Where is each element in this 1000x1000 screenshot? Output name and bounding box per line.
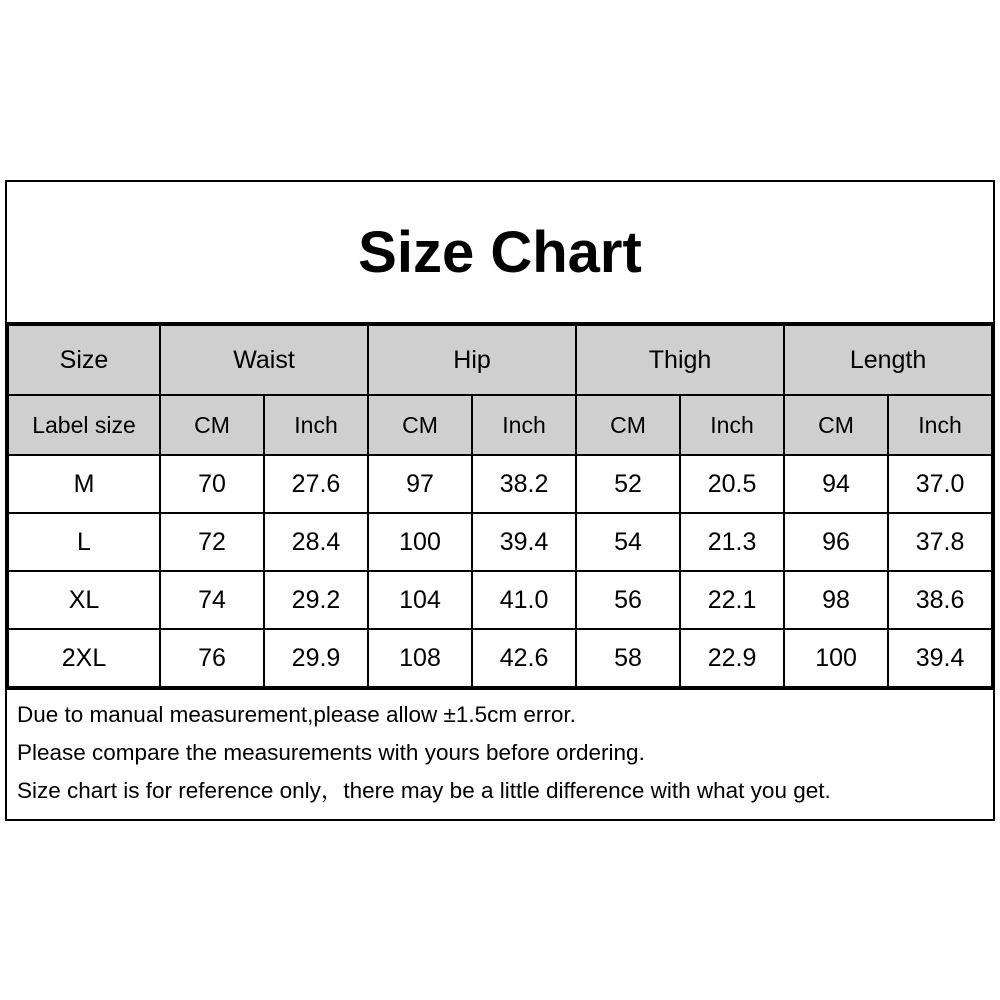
title-band bbox=[7, 182, 993, 324]
cell-waist-cm: 74 bbox=[160, 571, 264, 629]
cell-hip-cm: 104 bbox=[368, 571, 472, 629]
cell-thigh-cm: 54 bbox=[576, 513, 680, 571]
unit-header-thigh-cm: CM bbox=[576, 395, 680, 455]
unit-header-hip-cm: CM bbox=[368, 395, 472, 455]
cell-length-cm: 94 bbox=[784, 455, 888, 513]
cell-thigh-inch: 21.3 bbox=[680, 513, 784, 571]
unit-header-waist-inch: Inch bbox=[264, 395, 368, 455]
cell-hip-inch: 38.2 bbox=[472, 455, 576, 513]
unit-header-label-size: Label size bbox=[8, 395, 160, 455]
cell-hip-cm: 100 bbox=[368, 513, 472, 571]
cell-length-cm: 96 bbox=[784, 513, 888, 571]
cell-waist-cm: 72 bbox=[160, 513, 264, 571]
table-row bbox=[8, 629, 992, 687]
note-line: Size chart is for reference only，there may be a little difference with what you get. bbox=[17, 777, 831, 803]
cell-waist-cm: 76 bbox=[160, 629, 264, 687]
cell-waist-inch: 28.4 bbox=[264, 513, 368, 571]
measurement-notes bbox=[7, 688, 993, 819]
note-line: Please compare the measurements with yours before ordering. bbox=[17, 739, 645, 765]
table-unit-header-row bbox=[8, 395, 992, 455]
cell-length-cm: 100 bbox=[784, 629, 888, 687]
group-header-length: Length bbox=[784, 325, 992, 395]
cell-hip-inch: 39.4 bbox=[472, 513, 576, 571]
cell-thigh-cm: 56 bbox=[576, 571, 680, 629]
table-row bbox=[8, 513, 992, 571]
cell-hip-cm: 108 bbox=[368, 629, 472, 687]
size-chart-container bbox=[5, 180, 995, 821]
cell-length-inch: 37.0 bbox=[888, 455, 992, 513]
cell-length-inch: 37.8 bbox=[888, 513, 992, 571]
cell-thigh-cm: 52 bbox=[576, 455, 680, 513]
row-size-label: 2XL bbox=[8, 629, 160, 687]
page-title: Size Chart bbox=[358, 219, 642, 285]
cell-thigh-inch: 22.1 bbox=[680, 571, 784, 629]
row-size-label: M bbox=[8, 455, 160, 513]
cell-waist-inch: 27.6 bbox=[264, 455, 368, 513]
unit-header-length-inch: Inch bbox=[888, 395, 992, 455]
table-group-header-row bbox=[8, 325, 992, 395]
unit-header-thigh-inch: Inch bbox=[680, 395, 784, 455]
cell-waist-cm: 70 bbox=[160, 455, 264, 513]
cell-hip-inch: 42.6 bbox=[472, 629, 576, 687]
cell-length-cm: 98 bbox=[784, 571, 888, 629]
cell-waist-inch: 29.9 bbox=[264, 629, 368, 687]
cell-thigh-inch: 22.9 bbox=[680, 629, 784, 687]
table-row bbox=[8, 455, 992, 513]
cell-hip-cm: 97 bbox=[368, 455, 472, 513]
cell-waist-inch: 29.2 bbox=[264, 571, 368, 629]
cell-length-inch: 38.6 bbox=[888, 571, 992, 629]
cell-hip-inch: 41.0 bbox=[472, 571, 576, 629]
note-line: Due to manual measurement,please allow ±1.5cm error. bbox=[17, 702, 576, 727]
group-header-waist: Waist bbox=[160, 325, 368, 395]
size-chart-table bbox=[7, 324, 993, 688]
group-header-size: Size bbox=[8, 325, 160, 395]
table-row bbox=[8, 571, 992, 629]
row-size-label: L bbox=[8, 513, 160, 571]
unit-header-waist-cm: CM bbox=[160, 395, 264, 455]
cell-thigh-inch: 20.5 bbox=[680, 455, 784, 513]
cell-thigh-cm: 58 bbox=[576, 629, 680, 687]
cell-length-inch: 39.4 bbox=[888, 629, 992, 687]
group-header-thigh: Thigh bbox=[576, 325, 784, 395]
group-header-hip: Hip bbox=[368, 325, 576, 395]
unit-header-hip-inch: Inch bbox=[472, 395, 576, 455]
unit-header-length-cm: CM bbox=[784, 395, 888, 455]
row-size-label: XL bbox=[8, 571, 160, 629]
